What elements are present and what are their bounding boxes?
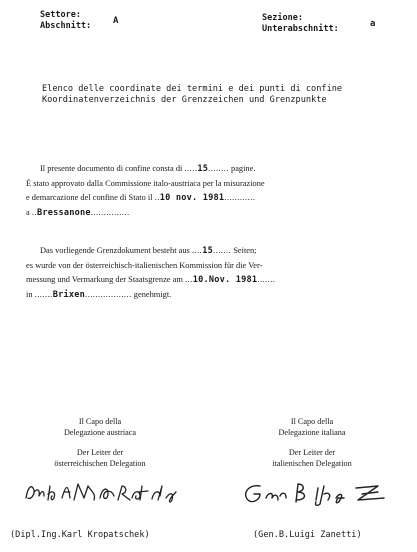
- dotted-leader: .......: [213, 246, 232, 255]
- left-delegation-block: [30, 417, 170, 469]
- right-italian-title-1: Il Capo della: [290, 417, 334, 426]
- german-place-intro: in: [26, 289, 33, 299]
- german-date-value: 10.Nov. 1981: [192, 275, 258, 285]
- dotted-leader: ..: [31, 207, 37, 217]
- left-german-title-2: österreichischen Delegation: [54, 458, 146, 468]
- right-italian-title-2: Delegazione italiana: [278, 427, 346, 437]
- title-german: Koordinatenverzeichnis der Grenzzeichen und Grenzpunkte: [42, 95, 327, 105]
- italian-pages-intro: Il presente documento di confine consta di: [40, 164, 183, 173]
- sezione-label: Sezione:: [262, 13, 303, 23]
- dotted-leader: .......: [257, 275, 276, 284]
- italian-place-intro: a: [26, 207, 30, 217]
- italian-approval-line: È stato approvato dalla Commissione italo-austriaca per la misurazione: [26, 178, 265, 188]
- sezione-value: a: [370, 19, 376, 29]
- dotted-leader: ...: [184, 275, 193, 284]
- right-delegation-block: [242, 417, 382, 469]
- italian-date-intro: e demarcazione del confine di Stato il: [26, 193, 153, 202]
- dotted-leader: ..................: [85, 289, 132, 299]
- left-italian-title-1: Il Capo della: [78, 417, 122, 426]
- german-place-suffix: genehmigt.: [133, 289, 172, 299]
- dotted-leader: ............: [224, 193, 256, 202]
- dotted-leader: .....: [184, 164, 198, 173]
- settore-value: A: [113, 16, 119, 26]
- italian-date-value: 10 nov. 1981: [159, 193, 225, 203]
- german-place-value: Brixen: [52, 289, 86, 300]
- right-german-title-1: Der Leiter der: [288, 448, 336, 457]
- dotted-leader: .......: [34, 289, 53, 299]
- title-italian: Elenco delle coordinate dei termini e dei punti di confine: [42, 84, 343, 94]
- german-pages-intro: Das vorliegende Grenzdokument besteht aus: [40, 246, 190, 255]
- italian-paragraph: [26, 162, 265, 220]
- right-signatory-name: (Gen.B.Luigi Zanetti): [253, 530, 362, 540]
- dotted-leader: ...............: [90, 207, 130, 217]
- left-german-title-1: Der Leiter der: [76, 448, 124, 457]
- dotted-leader: ....: [191, 246, 203, 255]
- right-handwritten-signature: [240, 478, 400, 508]
- german-pages-value: 15: [202, 246, 213, 256]
- left-handwritten-signature: [22, 478, 182, 506]
- italian-pages-value: 15: [197, 164, 209, 174]
- german-commission-line: es wurde von der österreichisch-italienischen Kommission für die Ver-: [26, 260, 263, 270]
- dotted-leader: ..: [154, 193, 160, 202]
- italian-place-value: Bressanone: [37, 207, 91, 218]
- right-german-title-2: italienischen Delegation: [272, 458, 352, 468]
- unterabschnitt-label: Unterabschnitt:: [262, 24, 339, 34]
- german-paragraph: [26, 244, 275, 302]
- dotted-leader: ........: [208, 164, 229, 173]
- german-date-intro: messung und Vermarkung der Staatsgrenze am: [26, 275, 183, 284]
- settore-label: Settore:: [40, 10, 81, 20]
- german-pages-suffix: Seiten;: [233, 246, 257, 255]
- italian-pages-suffix: pagine.: [231, 164, 256, 173]
- abschnitt-label: Abschnitt:: [40, 21, 92, 31]
- left-italian-title-2: Delegazione austriaca: [63, 427, 137, 437]
- left-signatory-name: (Dipl.Ing.Karl Kropatschek): [10, 530, 150, 540]
